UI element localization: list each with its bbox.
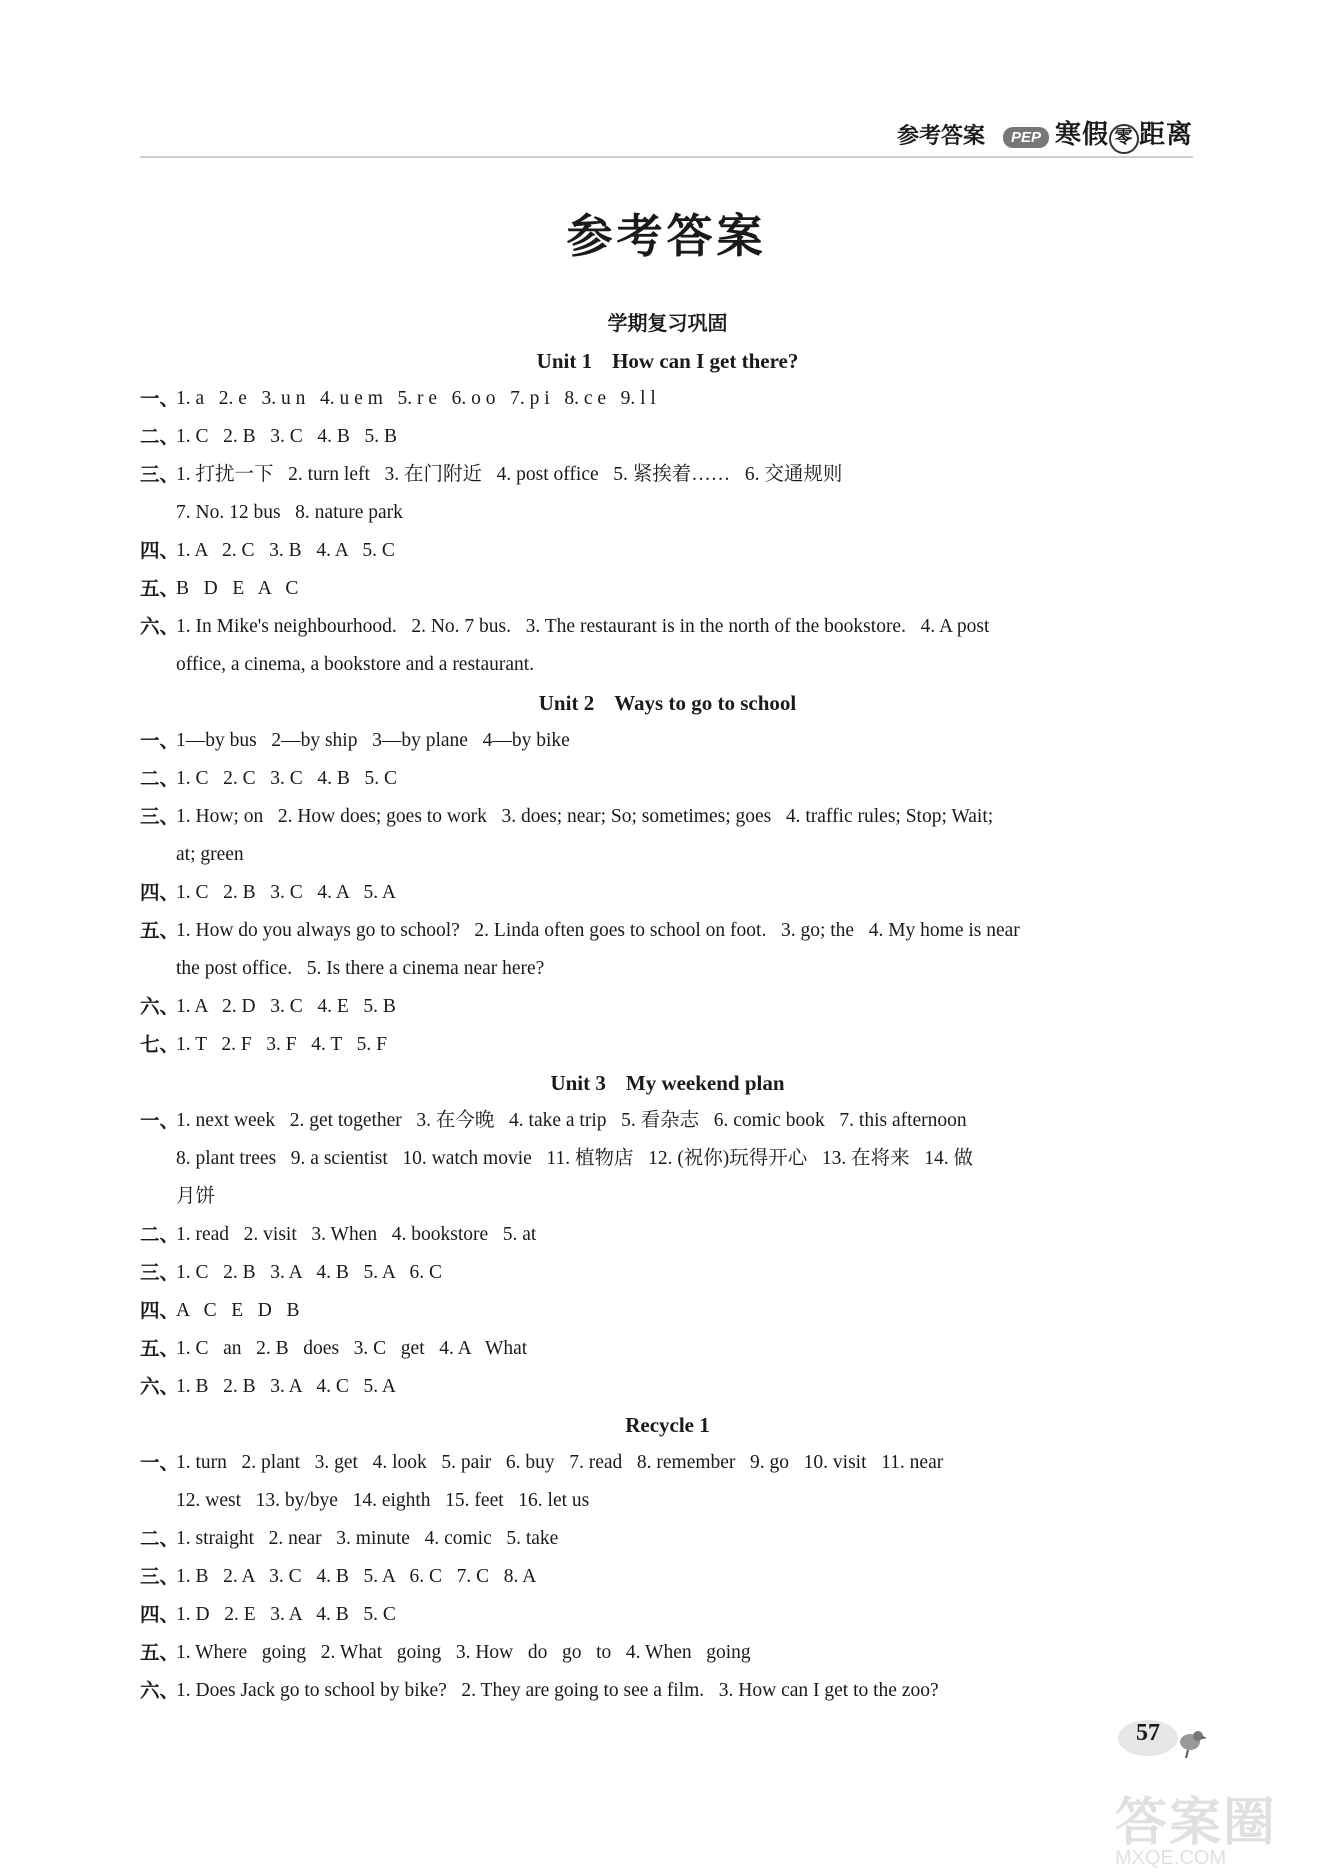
answer-text: 1. A 2. D 3. C 4. E 5. B <box>176 996 396 1017</box>
question-label: 六、 <box>140 995 180 1018</box>
answer-row <box>140 760 1195 798</box>
answer-row <box>140 1520 1195 1558</box>
answer-row <box>140 1672 1195 1710</box>
answer-text: 1—by bus 2—by ship 3—by plane 4—by bike <box>176 730 570 751</box>
unit-title: Unit 3 My weekend plan <box>550 1071 785 1095</box>
answer-continuation: at; green <box>176 844 244 865</box>
question-label: 四、 <box>140 1299 180 1322</box>
answer-row <box>140 1368 1195 1406</box>
page-number: 57 <box>1136 1720 1160 1746</box>
question-label: 七、 <box>140 1033 180 1056</box>
answer-row <box>140 1558 1195 1596</box>
answer-text: 1. How do you always go to school? 2. Linda often goes to school on foot. 3. go; the 4. My home is near <box>176 920 1020 941</box>
question-label: 一、 <box>140 387 180 410</box>
answer-text: 1. A 2. C 3. B 4. A 5. C <box>176 540 395 561</box>
answer-row <box>140 418 1195 456</box>
answer-text: 1. Does Jack go to school by bike? 2. They are going to see a film. 3. How can I get to the zoo? <box>176 1680 939 1701</box>
answer-row <box>140 456 1195 494</box>
question-label: 三、 <box>140 1261 180 1284</box>
answer-row <box>140 988 1195 1026</box>
page-number-badge <box>1118 1716 1206 1760</box>
answer-row <box>140 380 1195 418</box>
answer-text: 1. C 2. B 3. C 4. A 5. A <box>176 882 396 903</box>
answer-row <box>140 1102 1195 1140</box>
unit-title: Unit 1 How can I get there? <box>536 349 799 373</box>
answer-row <box>140 1254 1195 1292</box>
question-label: 四、 <box>140 1603 180 1626</box>
answer-row <box>140 532 1195 570</box>
answer-text: A C E D B <box>176 1300 300 1321</box>
question-label: 三、 <box>140 805 180 828</box>
answer-continuation: office, a cinema, a bookstore and a restaurant. <box>176 654 535 675</box>
answer-row <box>140 1216 1195 1254</box>
answer-continuation: 12. west 13. by/bye 14. eighth 15. feet 16. let us <box>176 1490 590 1511</box>
question-label: 六、 <box>140 1375 180 1398</box>
answer-text: 1. D 2. E 3. A 4. B 5. C <box>176 1604 396 1625</box>
answer-text: 1. C 2. B 3. A 4. B 5. A 6. C <box>176 1262 443 1283</box>
answer-row <box>140 912 1195 950</box>
question-label: 五、 <box>140 919 180 942</box>
question-label: 二、 <box>140 767 180 790</box>
answer-text: 1. turn 2. plant 3. get 4. look 5. pair 6. buy 7. read 8. remember 9. go 10. visit 11. near <box>176 1452 944 1473</box>
answer-row <box>140 798 1195 836</box>
question-label: 二、 <box>140 1527 180 1550</box>
answer-text: B D E A C <box>176 578 299 599</box>
brand-logo: 寒假 零 距离 <box>1055 114 1193 154</box>
answer-text: 1. C 2. B 3. C 4. B 5. B <box>176 426 398 447</box>
answer-row <box>140 1444 1195 1482</box>
answer-continuation: 7. No. 12 bus 8. nature park <box>176 502 403 523</box>
answer-text: 1. T 2. F 3. F 4. T 5. F <box>176 1034 387 1055</box>
question-label: 五、 <box>140 1641 180 1664</box>
question-label: 一、 <box>140 1451 180 1474</box>
answer-text: 1. straight 2. near 3. minute 4. comic 5. take <box>176 1528 559 1549</box>
answer-row <box>140 1026 1195 1064</box>
answer-continuation: 月饼 <box>176 1186 216 1207</box>
answer-text: 1. a 2. e 3. u n 4. u e m 5. r e 6. o o 7. p i 8. c e 9. l l <box>176 388 656 409</box>
answer-text: 1. How; on 2. How does; goes to work 3. does; near; So; sometimes; goes 4. traffic rules; Stop; Wait; <box>176 806 994 827</box>
answer-text: 1. next week 2. get together 3. 在今晚 4. take a trip 5. 看杂志 6. comic book 7. this afternoon <box>176 1110 967 1131</box>
answer-text: 1. B 2. A 3. C 4. B 5. A 6. C 7. C 8. A <box>176 1566 537 1587</box>
unit-title: Unit 2 Ways to go to school <box>538 691 797 715</box>
header-answer-label: 参考答案 <box>896 124 985 149</box>
question-label: 四、 <box>140 539 180 562</box>
pep-logo: PEP <box>1003 127 1049 148</box>
question-label: 六、 <box>140 1679 180 1702</box>
unit-title: Recycle 1 <box>625 1413 710 1437</box>
question-label: 一、 <box>140 729 180 752</box>
question-label: 五、 <box>140 1337 180 1360</box>
answer-row <box>140 722 1195 760</box>
answer-content <box>140 304 1195 1710</box>
question-label: 二、 <box>140 425 180 448</box>
answer-row <box>140 608 1195 646</box>
page-header <box>140 112 1193 158</box>
answer-continuation: 8. plant trees 9. a scientist 10. watch movie 11. 植物店 12. (祝你)玩得开心 13. 在将来 14. 做 <box>176 1148 974 1169</box>
question-label: 一、 <box>140 1109 180 1132</box>
answer-row <box>140 1634 1195 1672</box>
answer-row <box>140 874 1195 912</box>
answer-text: 1. C 2. C 3. C 4. B 5. C <box>176 768 398 789</box>
question-label: 四、 <box>140 881 180 904</box>
question-label: 三、 <box>140 463 180 486</box>
answer-text: 1. B 2. B 3. A 4. C 5. A <box>176 1376 396 1397</box>
answer-row <box>140 1292 1195 1330</box>
answer-text: 1. Where going 2. What going 3. How do go to 4. When going <box>176 1642 751 1663</box>
answer-text: 1. 打扰一下 2. turn left 3. 在门附近 4. post office 5. 紧挨着…… 6. 交通规则 <box>176 464 843 485</box>
answer-row <box>140 570 1195 608</box>
watermark-logo: 答案圈 MXQE.COM <box>1115 1793 1278 1869</box>
question-label: 三、 <box>140 1565 180 1588</box>
question-label: 六、 <box>140 615 180 638</box>
section-title: 学期复习巩固 <box>607 311 728 335</box>
answer-text: 1. read 2. visit 3. When 4. bookstore 5. at <box>176 1224 537 1245</box>
page-title: 参考答案 <box>566 209 767 263</box>
question-label: 五、 <box>140 577 180 600</box>
answer-continuation: the post office. 5. Is there a cinema near here? <box>176 958 545 979</box>
answer-text: 1. C an 2. B does 3. C get 4. A What <box>176 1338 528 1359</box>
answer-row <box>140 1596 1195 1634</box>
question-label: 二、 <box>140 1223 180 1246</box>
answer-text: 1. In Mike's neighbourhood. 2. No. 7 bus. 3. The restaurant is in the north of the bookstore. 4. A post <box>176 616 990 637</box>
answer-row <box>140 1330 1195 1368</box>
